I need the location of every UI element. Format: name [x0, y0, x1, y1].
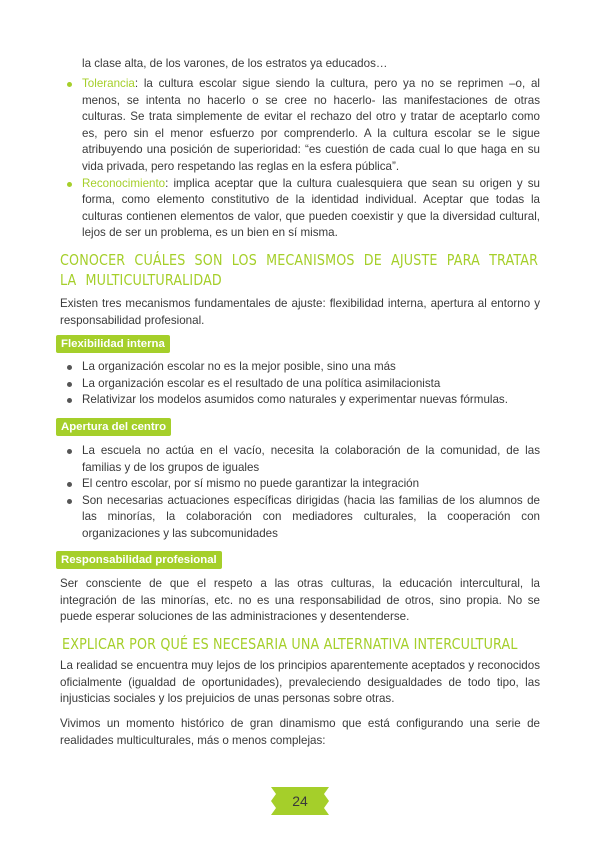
list-item-tolerancia — [82, 76, 540, 176]
mecanismos-intro: Existen tres mecanismos fundamentales de ajuste: flexibilidad interna, apertura al entorno y responsabilidad profesional. — [60, 297, 540, 327]
badge-apertura-del-centro: Apertura del centro — [56, 418, 171, 436]
intro-continuation: la clase alta, de los varones, de los estratos ya educados… — [82, 57, 388, 70]
keyword-reconocimiento: Reconocimiento — [82, 176, 166, 190]
keyword-tolerancia: Tolerancia — [82, 77, 135, 90]
list-item: Relativizar los modelos asumidos como naturales y experimentar nuevas fórmulas. — [82, 392, 540, 409]
list-item: La organización escolar no es la mejor posible, sino una más — [82, 359, 540, 376]
reconocimiento-text: : implica aceptar que la cultura cualesquiera que sean su origen y su forma, como elemento constitutivo de la identidad individual. Aceptar que todas la culturas contienen elementos de valor, que pueden coexistir y que la diversidad cultural, lejos de ser un problema, es un bien en sí misma. — [82, 176, 540, 240]
section-heading-mecanismos: CONOCER CUÁLES SON LOS MECANISMOS DE AJUSTE PARA TRATAR LA MULTICULTURALIDAD — [60, 251, 539, 289]
list-item: La escuela no actúa en el vacío, necesita la colaboración de la comunidad, de las familias y de los grupos de iguales — [82, 443, 540, 476]
list-item: La organización escolar es el resultado de una política asimilacionista — [82, 376, 540, 393]
alternativa-p1: La realidad se encuentra muy lejos de los principios aparentemente aceptados y reconocidos oficialmente (igualdad de oportunidades), prevaleciendo desigualdades de todo tipo, las injusticias sociales y los prejuicios de unas personas sobre otras. — [60, 659, 540, 706]
section-heading-alternativa: EXPLICAR POR QUÉ ES NECESARIA UNA ALTERNATIVA INTERCULTURAL — [62, 635, 518, 653]
tolerancia-text: : la cultura escolar sigue siendo la cultura, pero ya no se reprimen –o, al menos, se intenta no hacerlo o se cree no hacerlo- las manifestaciones de otras culturas. Se trata simplemente de evitar el rechazo del otro y tratar de aceptarlo como es, pero sin el menor esfuerzo por comprenderlo. A la cultura escolar se le sigue atribuyendo una posición de superioridad: “es cuestión de cada cual lo que haga en su vida privada, pero respetando las reglas en la esfera pública”. — [82, 77, 540, 173]
page-number: 24 — [292, 793, 308, 809]
flexibilidad-list — [82, 359, 540, 409]
attitudes-list — [82, 76, 540, 242]
badge-flexibilidad-interna: Flexibilidad interna — [56, 335, 170, 353]
apertura-list — [82, 443, 540, 543]
list-item: El centro escolar, por sí mismo no puede garantizar la integración — [82, 476, 540, 493]
page-number-badge — [271, 787, 329, 815]
responsabilidad-text: Ser consciente de que el respeto a las otras culturas, la educación intercultural, la integración de las minorías, etc. no es una responsabilidad de otros, sino propia. No se puede esperar soluciones de las administraciones y desentenderse. — [60, 577, 540, 624]
alternativa-p2: Vivimos un momento histórico de gran dinamismo que está configurando una serie de realidades multiculturales, más o menos complejas: — [60, 717, 540, 747]
list-item-reconocimiento — [82, 176, 540, 242]
list-item: Son necesarias actuaciones específicas dirigidas (hacia las familias de los alumnos de las minorías, la colaboración con mediadores culturales, la cooperación con organizaciones y las subcomunidades — [82, 493, 540, 543]
badge-responsabilidad-profesional: Responsabilidad profesional — [56, 551, 222, 569]
